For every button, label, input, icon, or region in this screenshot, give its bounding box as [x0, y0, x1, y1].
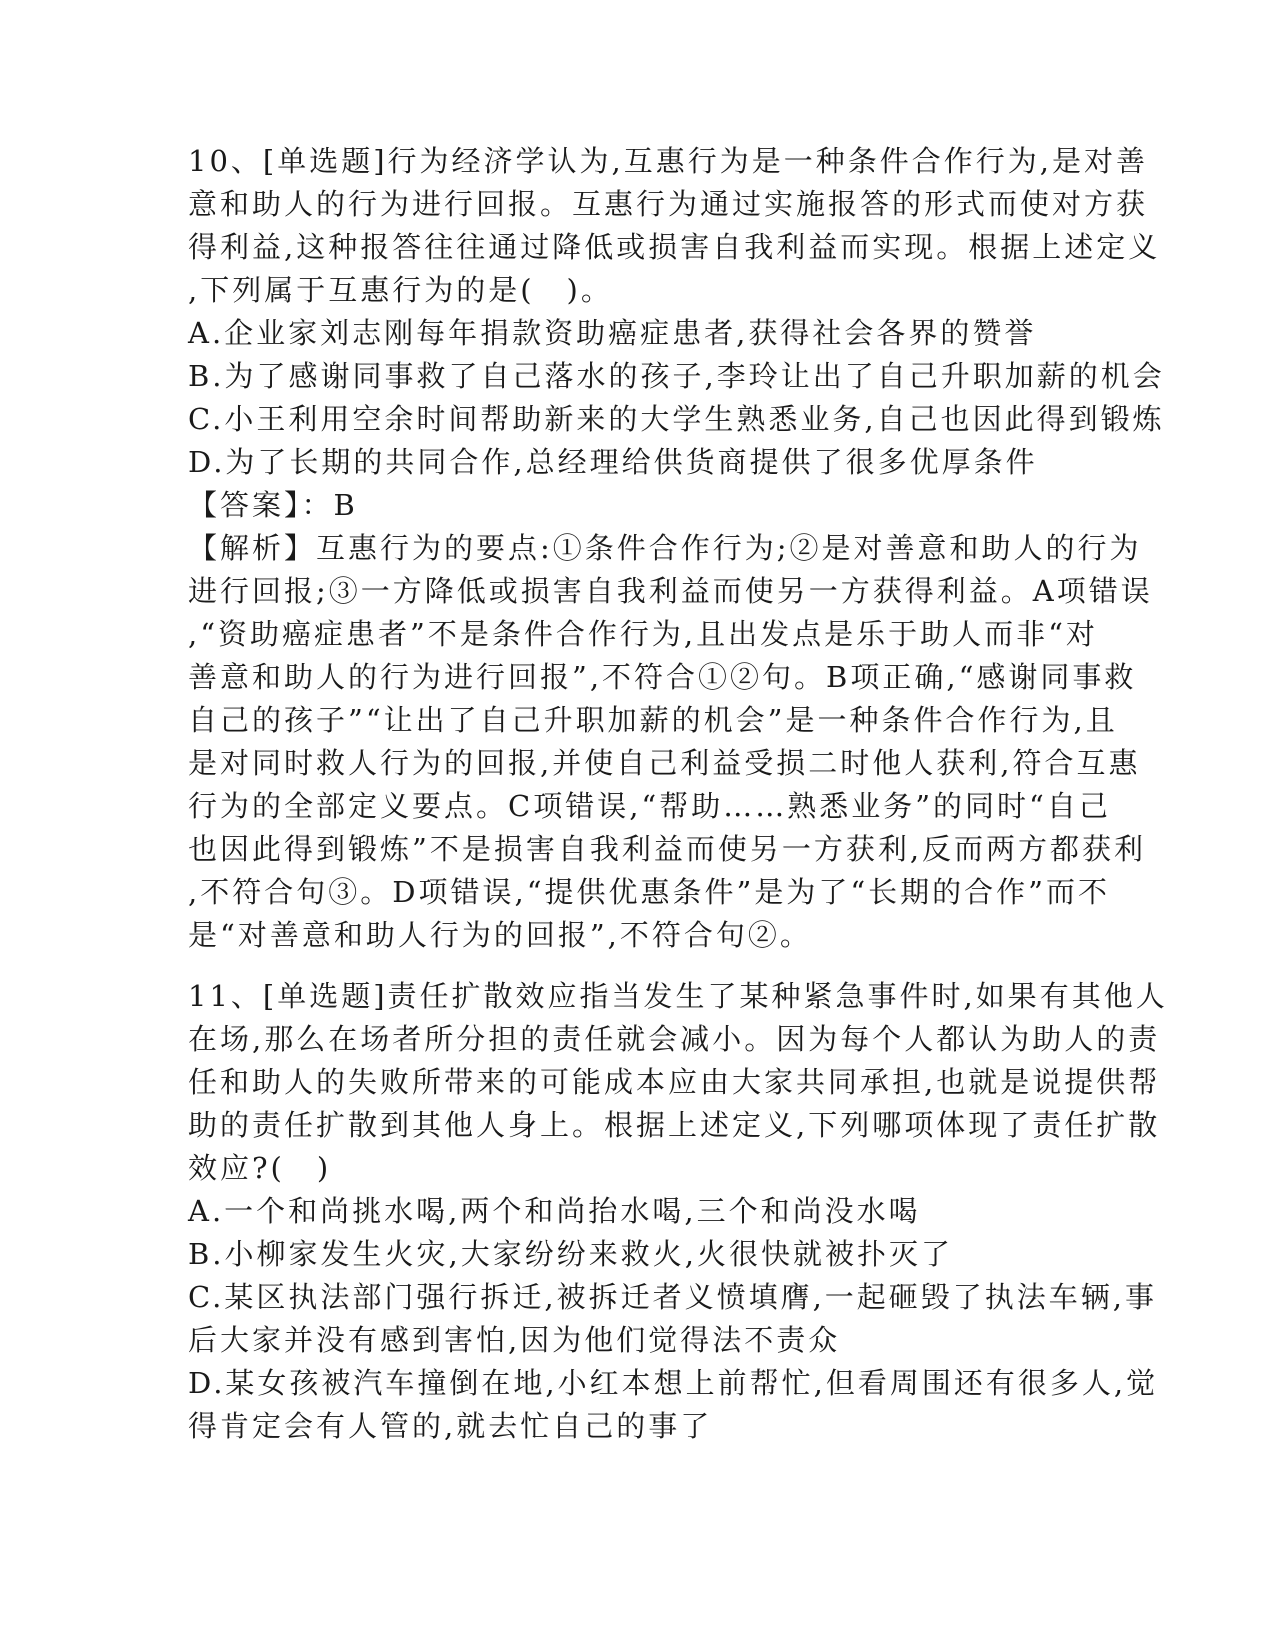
option-c: C.小王利用空余时间帮助新来的大学生熟悉业务,自己也因此得到锻炼	[188, 402, 1165, 436]
question-stem-line: 任和助人的失败所带来的可能成本应由大家共同承担,也就是说提供帮	[188, 1065, 1161, 1099]
question-stem-line: 得利益,这种报答往往通过降低或损害自我利益而实现。根据上述定义	[188, 230, 1161, 264]
option-a: A.一个和尚挑水喝,两个和尚抬水喝,三个和尚没水喝	[188, 1194, 921, 1228]
question-spacer	[188, 957, 1088, 975]
question-11	[188, 975, 1168, 1448]
question-stem-line: 11、[单选题]责任扩散效应指当发生了某种紧急事件时,如果有其他人	[188, 979, 1168, 1013]
question-stem-line: ,下列属于互惠行为的是( )。	[188, 273, 613, 307]
analysis-line: ,不符合句③。D项错误,“提供优惠条件”是为了“长期的合作”而不	[188, 875, 1110, 909]
question-stem-line: 效应?( )	[188, 1151, 332, 1185]
option-d: D.某女孩被汽车撞倒在地,小红本想上前帮忙,但看周围还有很多人,觉	[188, 1366, 1159, 1400]
option-d: D.为了长期的共同合作,总经理给供货商提供了很多优厚条件	[188, 445, 1038, 479]
analysis-line: 进行回报;③一方降低或损害自我利益而使另一方获得利益。A项错误	[188, 574, 1153, 608]
question-stem-line: 意和助人的行为进行回报。互惠行为通过实施报答的形式而使对方获	[188, 187, 1149, 221]
question-stem-line: 10、[单选题]行为经济学认为,互惠行为是一种条件合作行为,是对善	[188, 144, 1148, 178]
analysis-line: 是对同时救人行为的回报,并使自己利益受损二时他人获利,符合互惠	[188, 746, 1141, 780]
option-b: B.小柳家发生火灾,大家纷纷来救火,火很快就被扑灭了	[188, 1237, 953, 1271]
question-10	[188, 140, 1165, 957]
analysis-line: 自己的孩子”“让出了自己升职加薪的机会”是一种条件合作行为,且	[188, 703, 1118, 737]
option-d-continued: 得肯定会有人管的,就去忙自己的事了	[188, 1409, 713, 1443]
document-content	[188, 140, 1168, 1448]
answer-line: 【答案】：B	[188, 488, 358, 522]
analysis-line: 也因此得到锻炼”不是损害自我利益而使另一方获利,反而两方都获利	[188, 832, 1147, 866]
option-c: C.某区执法部门强行拆迁,被拆迁者义愤填膺,一起砸毁了执法车辆,事	[188, 1280, 1158, 1314]
analysis-line: 善意和助人的行为进行回报”,不符合①②句。B项正确,“感谢同事救	[188, 660, 1137, 694]
question-stem-line: 助的责任扩散到其他人身上。根据上述定义,下列哪项体现了责任扩散	[188, 1108, 1161, 1142]
option-b: B.为了感谢同事救了自己落水的孩子,李玲让出了自己升职加薪的机会	[188, 359, 1165, 393]
analysis-line: 【解析】互惠行为的要点:①条件合作行为;②是对善意和助人的行为	[188, 531, 1142, 565]
analysis-line: 是“对善意和助人行为的回报”,不符合句②。	[188, 918, 812, 952]
analysis-line: ,“资助癌症患者”不是条件合作行为,且出发点是乐于助人而非“对	[188, 617, 1098, 651]
option-c-continued: 后大家并没有感到害怕,因为他们觉得法不责众	[188, 1323, 841, 1357]
analysis-line: 行为的全部定义要点。C项错误,“帮助……熟悉业务”的同时“自己	[188, 789, 1111, 823]
option-a: A.企业家刘志刚每年捐款资助癌症患者,获得社会各界的赞誉	[188, 316, 1037, 350]
question-stem-line: 在场,那么在场者所分担的责任就会减小。因为每个人都认为助人的责	[188, 1022, 1161, 1056]
